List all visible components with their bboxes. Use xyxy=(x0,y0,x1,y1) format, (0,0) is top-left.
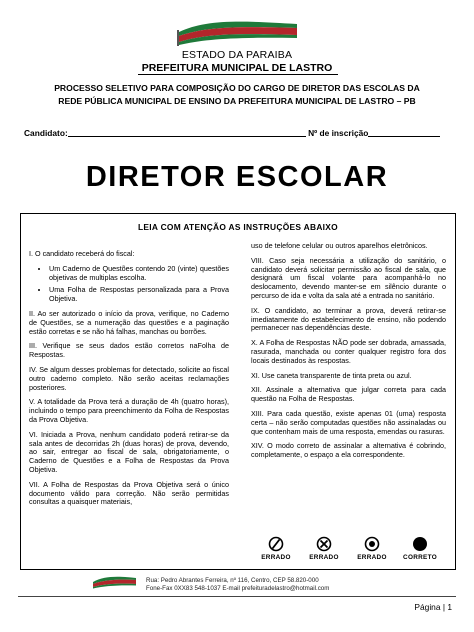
instruction-item-3: III. Verifique se seus dados estão corretos naFolha de Respostas. xyxy=(29,341,229,360)
instruction-item-9: IX. O candidato, ao terminar a prova, deverá retirar-se imediatamente do estabelecimento de ensino, não podendo permanecer nas dependências deste. xyxy=(251,305,446,333)
municipality-name: PREFEITURA MUNICIPAL DE LASTRO xyxy=(141,62,333,74)
x-circle-icon xyxy=(316,536,332,552)
instruction-item-1-bullet: • Um Caderno de Questões contendo 20 (vinte) questões objetivas de multiplas escolha. xyxy=(49,265,229,283)
candidate-name-field[interactable] xyxy=(68,128,306,137)
footer-divider xyxy=(18,596,456,597)
page-number: Página | 1 xyxy=(414,602,452,612)
process-title-line2: REDE PÚBLICA MUNICIPAL DE ENSINO DA PREFEITURA MUNICIPAL DE LASTRO – PB xyxy=(58,95,416,106)
candidate-info-line xyxy=(24,128,454,138)
instruction-item-14: XIV. O modo correto de assinalar a alternativa é cobrindo, completamente, o espaço a ela correspondente. xyxy=(251,441,446,460)
instruction-item-1-list xyxy=(49,265,229,304)
dot-circle-icon xyxy=(364,536,380,552)
header-divider xyxy=(138,74,338,75)
wrong-label: ERRADO xyxy=(309,554,339,561)
instruction-item-1: I. O candidato receberá do fiscal: xyxy=(29,249,135,258)
inscription-label: Nº de inscrição xyxy=(308,128,369,138)
wrong-label: ERRADO xyxy=(261,554,291,561)
instructions-left-column xyxy=(29,250,229,513)
instructions-right-column xyxy=(251,242,446,466)
footer-address xyxy=(146,577,406,593)
instruction-item-1-bullet: • Uma Folha de Respostas personalizada para a Prova Objetiva. xyxy=(49,286,229,304)
exam-title: DIRETOR ESCOLAR xyxy=(85,161,389,193)
process-title xyxy=(24,82,450,107)
instruction-item-6: VI. Iniciada a Prova, nenhum candidato poderá retirar-se da sala antes de decorridas 2h (duas horas) de prova, devendo, ao sair, entregar ao fiscal de sala, obrigatoriamente, o Caderno de Questões e a Folha de Respostas da Prova Objetiva. xyxy=(29,429,229,474)
candidate-label: Candidato: xyxy=(24,128,68,138)
wrong-mark-slash-example xyxy=(253,536,299,561)
wrong-mark-dot-example xyxy=(349,536,395,561)
slash-circle-icon xyxy=(268,536,284,552)
instruction-item-7: VII. A Folha de Respostas da Prova Objetiva será o único documento válido para correção. Não serão permitidas consultas a quaisquer materiais, xyxy=(29,479,229,507)
instruction-item-10: X. A Folha de Respostas NÃO pode ser dobrada, amassada, rasurada, manchada ou conter qualquer registro fora dos locais destinados às respostas. xyxy=(251,338,446,365)
wrong-label: ERRADO xyxy=(357,554,387,561)
instruction-item-7-continued: uso de telefone celular ou outros aparelhos eletrônicos. xyxy=(251,241,428,250)
filled-circle-icon xyxy=(412,536,428,552)
contact-line: Fone-Fax 0XX83 548-1037 E-mail prefeituradelastro@hotmail.com xyxy=(146,585,330,592)
process-title-line1: PROCESSO SELETIVO PARA COMPOSIÇÃO DO CARGO DE DIRETOR DAS ESCOLAS DA xyxy=(54,83,420,93)
instructions-heading: LEIA COM ATENÇÃO AS INSTRUÇÕES ABAIXO xyxy=(137,222,338,232)
instruction-item-12: XII. Assinale a alternativa que julgar correta para cada questão na Folha de Respostas. xyxy=(251,385,446,404)
state-name: ESTADO DA PARAIBA xyxy=(181,49,293,61)
correct-label: CORRETO xyxy=(403,554,437,561)
instruction-item-8: VIII. Caso seja necessária a utilização do sanitário, o candidato deverá solicitar permissão ao fiscal de sala, que designará um fiscal volante para acompanhá-lo no deslocamento, devendo manter-se em silêncio durante o percurso de ida e volta da sala até a entrada no sanitário. xyxy=(251,255,446,300)
instructions-box xyxy=(20,213,456,570)
wrong-mark-x-example xyxy=(301,536,347,561)
correct-mark-example xyxy=(397,536,443,561)
footer-flag-icon xyxy=(92,575,137,589)
instruction-item-13: XIII. Para cada questão, existe apenas 01 (uma) resposta certa – não serão computadas questões não assinaladas ou que contenham mais de uma resposta, emendas ou rasuras. xyxy=(251,408,446,436)
paraiba-flag-emblem xyxy=(175,18,300,46)
address-line: Rua: Pedro Abrantes Ferreira, nº 116, Centro, CEP 58.820-000 xyxy=(146,577,319,584)
instruction-item-5: V. A totalidade da Prova terá a duração de 4h (quatro horas), incluindo o tempo para preenchimento da Folha de Respostas da Prova Objetiva. xyxy=(29,397,229,424)
inscription-number-field[interactable] xyxy=(368,128,440,137)
instruction-item-2: II. Ao ser autorizado o início da prova, verifique, no Caderno de Questões, se a numeração das questões e a paginação estão corretas e se não há falhas, manchas ou borrões. xyxy=(29,308,229,336)
instruction-item-4: IV. Se algum desses problemas for detectado, solicite ao fiscal outro caderno completo. Não serão aceitas reclamações posteriores. xyxy=(29,364,229,392)
instruction-item-11: XI. Use caneta transparente de tinta preta ou azul. xyxy=(251,370,412,380)
marking-examples xyxy=(251,536,446,566)
